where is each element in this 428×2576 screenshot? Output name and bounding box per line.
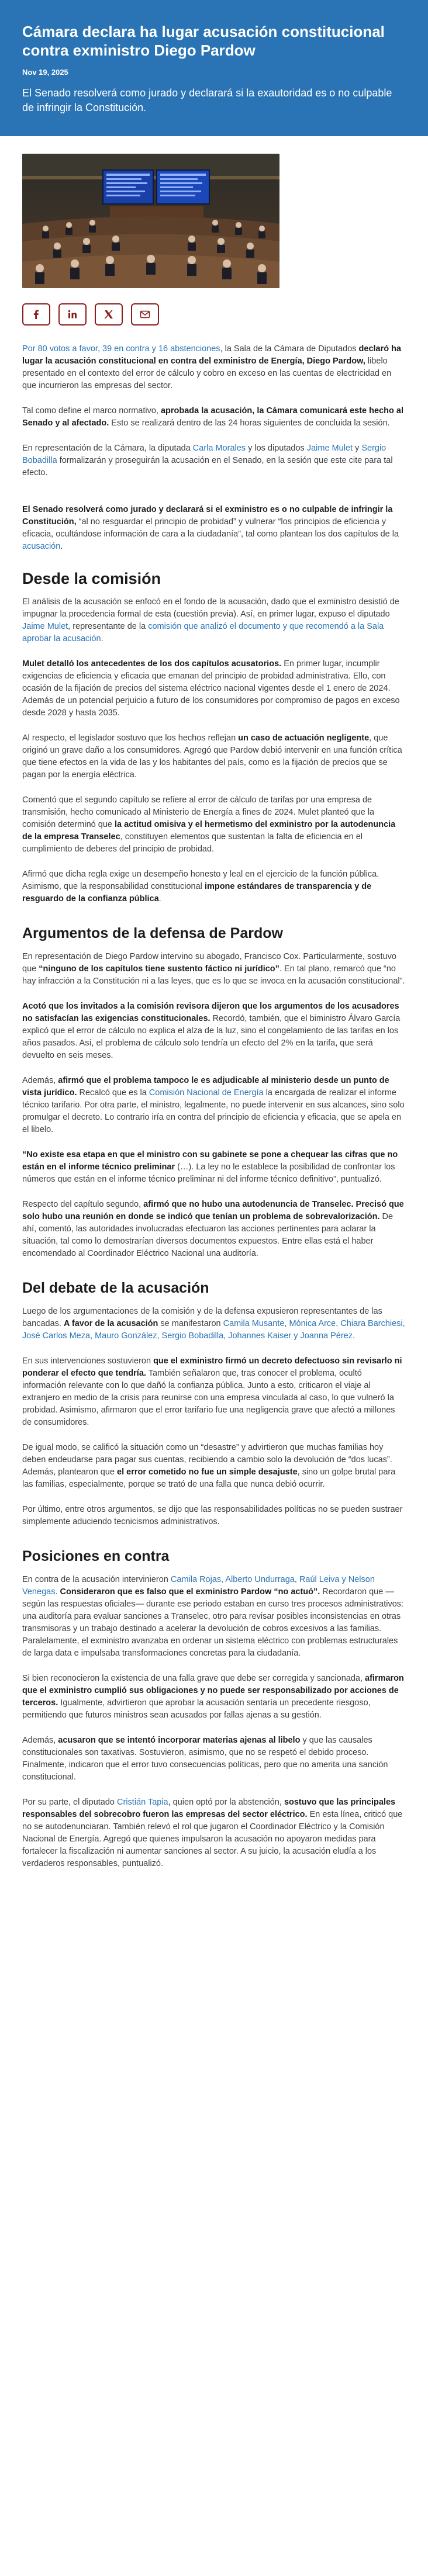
- share-facebook-button[interactable]: [22, 303, 50, 326]
- paragraph: En contra de la acusación intervinieron Camila Rojas, Alberto Undurraga, Raúl Leiva y Nelson Venegas. Consideraron que es falso que el exministro Pardow “no actuó”. Recordaron que —según las respuestas oficiales— durante ese periodo estaban en curso tres procesos administrativos: una auditoría para evaluar sanciones a Transelec, otro para revisar posibles inconsistencias en otras transmisoras y un trabajo destinado a acelerar la devolución de cobros excesivos a las familias. Paralelamente, el exministro avanzaba en ordenar un sistema eléctrico con problemas estructurales de larga data e impulsaba transformaciones concretas para la ciudadanía.: [22, 1575, 404, 1658]
- paragraph: Comentó que el segundo capítulo se refiere al error de cálculo de tarifas por una empresa de transmisión, hecho comunicado al Ministerio de Energía a fines de 2024. Mulet planteó que la comisión determinó que la actitud omisiva y el hermetismo del exministro por la autodenuncia de la empresa Transelec, constituyen elementos que sustentan la falta de eficiencia en el cumplimiento de deberes del principio de probidad.: [22, 795, 396, 854]
- share-linkedin-button[interactable]: [58, 303, 87, 326]
- article-summary: El Senado resolverá como jurado y declarará si la exautoridad es o no culpable de infringir la Constitución.: [22, 87, 392, 113]
- paragraph: Respecto del capítulo segundo, afirmó que no hubo una autodenuncia de Transelec. Precisó que solo hubo una reunión en donde se indicó que tenían un problema de sobrevalorización. De ahí, comentó, las autoridades involucradas efectuaron las acciones pertinentes para aclarar la situación, tal como lo demostrarían diversos documentos expuestos. Entre ellas está el haber encomendado al Coordinador Eléctrico Nacional una auditoría.: [22, 1200, 404, 1258]
- acusacion-link[interactable]: acusación: [22, 542, 61, 551]
- paragraph: En sus intervenciones sostuvieron que el exministro firmó un decreto defectuoso sin revisarlo ni ponderar el efecto que tendría. También señalaron que, tras conocer el problema, ocultó información relevante con lo que dañó la confianza pública. Junto a esto, criticaron el viaje al extranjero en medio de la crisis para reunirse con una empresa vinculada al caso, lo que vulneró la probidad. Asimismo, afirmaron que el error tarifario fue una negligencia grave que afectó a millones de consumidores.: [22, 1356, 402, 1427]
- paragraph: Por su parte, el diputado Cristián Tapia, quien optó por la abstención, sostuvo que las principales responsables del sobrecobro fueron las empresas del sector eléctrico. En esta línea, criticó que no se autodenunciaran. También relevó el rol que jugaron el Coordinador Eléctrico y la Comisión Nacional de Energía. Agregó que quienes impulsaron la acusación no apoyaron medidas para fortalecer la fiscalización ni aumentar sanciones al sector. A su juicio, la acusación eludía a los verdaderos responsables, puntualizó.: [22, 1798, 403, 1868]
- paragraph: En representación de Diego Pardow intervino su abogado, Francisco Cox. Particularmente, sostuvo que “ninguno de los capítulos tiene sustento fáctico ni jurídico”. En tal plano, remarcó que “no hay infracción a la Constitución ni a las leyes, que es lo que se invoca en la acusación constitucional”.: [22, 952, 405, 986]
- paragraph: En representación de la Cámara, la diputada Carla Morales y los diputados Jaime Mulet y Sergio Bobadilla formalizarán y proseguirán la acusación en el Senado, en la sesión que este cite para tal efecto.: [22, 444, 393, 477]
- paragraph: Por 80 votos a favor, 39 en contra y 16 abstenciones, la Sala de la Cámara de Diputados declaró ha lugar la acusación constitucional en contra del exministro de Energía, Diego Pardow, libelo presentado en el contexto del error de cálculo y cobro en exceso en las cuentas de electricidad en que incurrieron las empresas del sector.: [22, 344, 402, 390]
- commission-link[interactable]: comisión que analizó el documento y que recomendó a la Sala aprobar la acusación: [22, 622, 384, 643]
- deputy-link[interactable]: Sergio Bobadilla: [22, 444, 386, 465]
- article-date: Nov 19, 2025: [22, 68, 68, 77]
- paragraph: De igual modo, se calificó la situación como un “desastre” y advirtieron que muchas familias hoy deben endeudarse para pagar sus cuentas, recibiendo a cambio solo la devolución de “dos lucas”. Además, plantearon que el error cometido no fue un simple desajuste, sino un golpe brutal para las familias, especialmente, porque se trató de una falla que nunca debió ocurrir.: [22, 1443, 396, 1489]
- deputy-link[interactable]: Cristián Tapia: [117, 1798, 168, 1807]
- article-header: [0, 0, 428, 136]
- paragraph: Acotó que los invitados a la comisión revisora dijeron que los argumentos de los acusadores no satisfacían las exigencias constitucionales. Recordó, también, que el biministro Álvaro García explicó que el error de cálculo no explica el alza de la luz, sino el congelamiento de las tarifas en los años pasados. Así, el problema de cálculo solo tendría un efecto del 2% en la tarifa, que será devuelto en seis meses.: [22, 1002, 401, 1060]
- deputy-link[interactable]: Jaime Mulet: [22, 622, 68, 631]
- share-email-button[interactable]: [131, 303, 159, 326]
- facebook-icon: [30, 309, 42, 320]
- section-heading: Del debate de la acusación: [22, 1280, 209, 1296]
- paragraph: El análisis de la acusación se enfocó en el fondo de la acusación, dado que el exministro desistió de impugnar la procedencia formal de esta (cuestión previa). Así, en primer lugar, expuso el diputado Jaime Mulet, representante de la comisión que analizó el documento y que recomendó a la Sala aprobar la acusación.: [22, 597, 399, 643]
- vote-results-link[interactable]: Por 80 votos a favor, 39 en contra y 16 abstenciones: [22, 344, 220, 354]
- share-bar: [22, 303, 406, 326]
- section-heading: Desde la comisión: [22, 570, 161, 587]
- deputy-link[interactable]: Carla Morales: [192, 444, 246, 453]
- paragraph: Al respecto, el legislador sostuvo que los hechos reflejan un caso de actuación negligente, que originó un grave daño a los consumidores. Agregó que Pardow debió intervenir en una función crítica que tiene efectos en la vida de las y los habitantes del país, como es la fijación de precios que se pagan por la energía eléctrica.: [22, 733, 402, 780]
- section-heading: Posiciones en contra: [22, 1548, 170, 1564]
- deputies-list-link[interactable]: Camila Musante, Mónica Arce, Chiara Barchiesi, José Carlos Meza, Mauro González, Sergio Bobadilla, Johannes Kaiser y Joanna Pérez.: [22, 1319, 405, 1341]
- paragraph: Tal como define el marco normativo, aprobada la acusación, la Cámara comunicará este hecho al Senado y al afectado. Esto se realizará dentro de las 24 horas siguientes de concluida la sesión.: [22, 406, 403, 428]
- paragraph: Mulet detalló los antecedentes de los dos capítulos acusatorios. En primer lugar, incumplir exigencias de eficiencia y eficacia que emanan del principio de probidad administrativa. Ello, con ocasión de la fijación de precios del sistema eléctrico nacional vigentes desde el 1 enero de 2024. Además de un potencial perjuicio a futuro de los consumidores por compromiso de pagos en exceso desde 2028 y hasta 2035.: [22, 659, 400, 718]
- paragraph: Además, afirmó que el problema tampoco le es adjudicable al ministerio desde un punto de vista jurídico. Recalcó que es la Comisión Nacional de Energía la encargada de realizar el informe técnico tarifario. Por otra parte, el ministro, legalmente, no puede intervenir en sus alcances, sino solo promulgar el decreto. Lo contrario iría en contra del principio de eficiencia y eficacia, que se apela en el libelo.: [22, 1076, 405, 1134]
- paragraph: Por último, entre otros argumentos, se dijo que las responsabilidades políticas no se pueden sustraer simplemente aduciendo tecnicismos administrativos.: [22, 1505, 403, 1526]
- linkedin-icon: [67, 309, 78, 320]
- deputies-list-link[interactable]: Camila Rojas, Alberto Undurraga, Raúl Leiva y Nelson Venegas: [22, 1575, 375, 1597]
- paragraph: El Senado resolverá como jurado y declarará si el exministro es o no culpable de infringir la Constitución, “al no resguardar el principio de probidad” y vulnerar “los principios de eficiencia y eficacia, ocultándose información de cara a la ciudadanía”, tal como plantean los dos capítulos de la acusación.: [22, 505, 399, 551]
- cne-link[interactable]: Comisión Nacional de Energía: [149, 1088, 264, 1097]
- article-body: [0, 136, 428, 1918]
- article-title: Cámara declara ha lugar acusación constitucional contra exministro Diego Pardow: [22, 23, 385, 59]
- paragraph: “No existe esa etapa en que el ministro con su gabinete se pone a chequear las cifras que no están en el informe técnico preliminar (…). La ley no le establece la posibilidad de confrontar los números que están en el informe técnico preliminar ni del informe técnico definitivo”, puntualizó.: [22, 1150, 398, 1184]
- paragraph: Si bien reconocieron la existencia de una falla grave que debe ser corregida y sancionada, afirmaron que el exministro cumplió sus obligaciones y no puede ser responsabilizado por acciones de terceros. Igualmente, advirtieron que aprobar la acusación sentaría un precedente riesgoso, permitiendo que futuros ministros sean acusados por fallas ajenas a su gestión.: [22, 1674, 404, 1720]
- paragraph: Afirmó que dicha regla exige un desempeño honesto y leal en el ejercicio de la función pública. Asimismo, que la responsabilidad constitucional impone estándares de transparencia y de resguardo de la confianza pública.: [22, 870, 379, 903]
- paragraph: Luego de los argumentaciones de la comisión y de la defensa expusieron representantes de las bancadas. A favor de la acusación se manifestaron Camila Musante, Mónica Arce, Chiara Barchiesi, José Carlos Meza, Mauro González, Sergio Bobadilla, Johannes Kaiser y Joanna Pérez.: [22, 1307, 405, 1341]
- x-icon: [103, 309, 115, 320]
- deputy-link[interactable]: Jaime Mulet: [306, 444, 353, 453]
- share-x-button[interactable]: [95, 303, 123, 326]
- email-icon: [139, 309, 151, 320]
- section-heading: Argumentos de la defensa de Pardow: [22, 925, 283, 941]
- paragraph: Además, acusaron que se intentó incorporar materias ajenas al libelo y que las causales constitucionales son taxativas. Sostuvieron, asimismo, que no se respetó el debido proceso. Finalmente, indicaron que el error tuvo consecuencias políticas, pero que no amerita una sanción constitucional.: [22, 1736, 388, 1782]
- chamber-session-photo: [22, 154, 279, 288]
